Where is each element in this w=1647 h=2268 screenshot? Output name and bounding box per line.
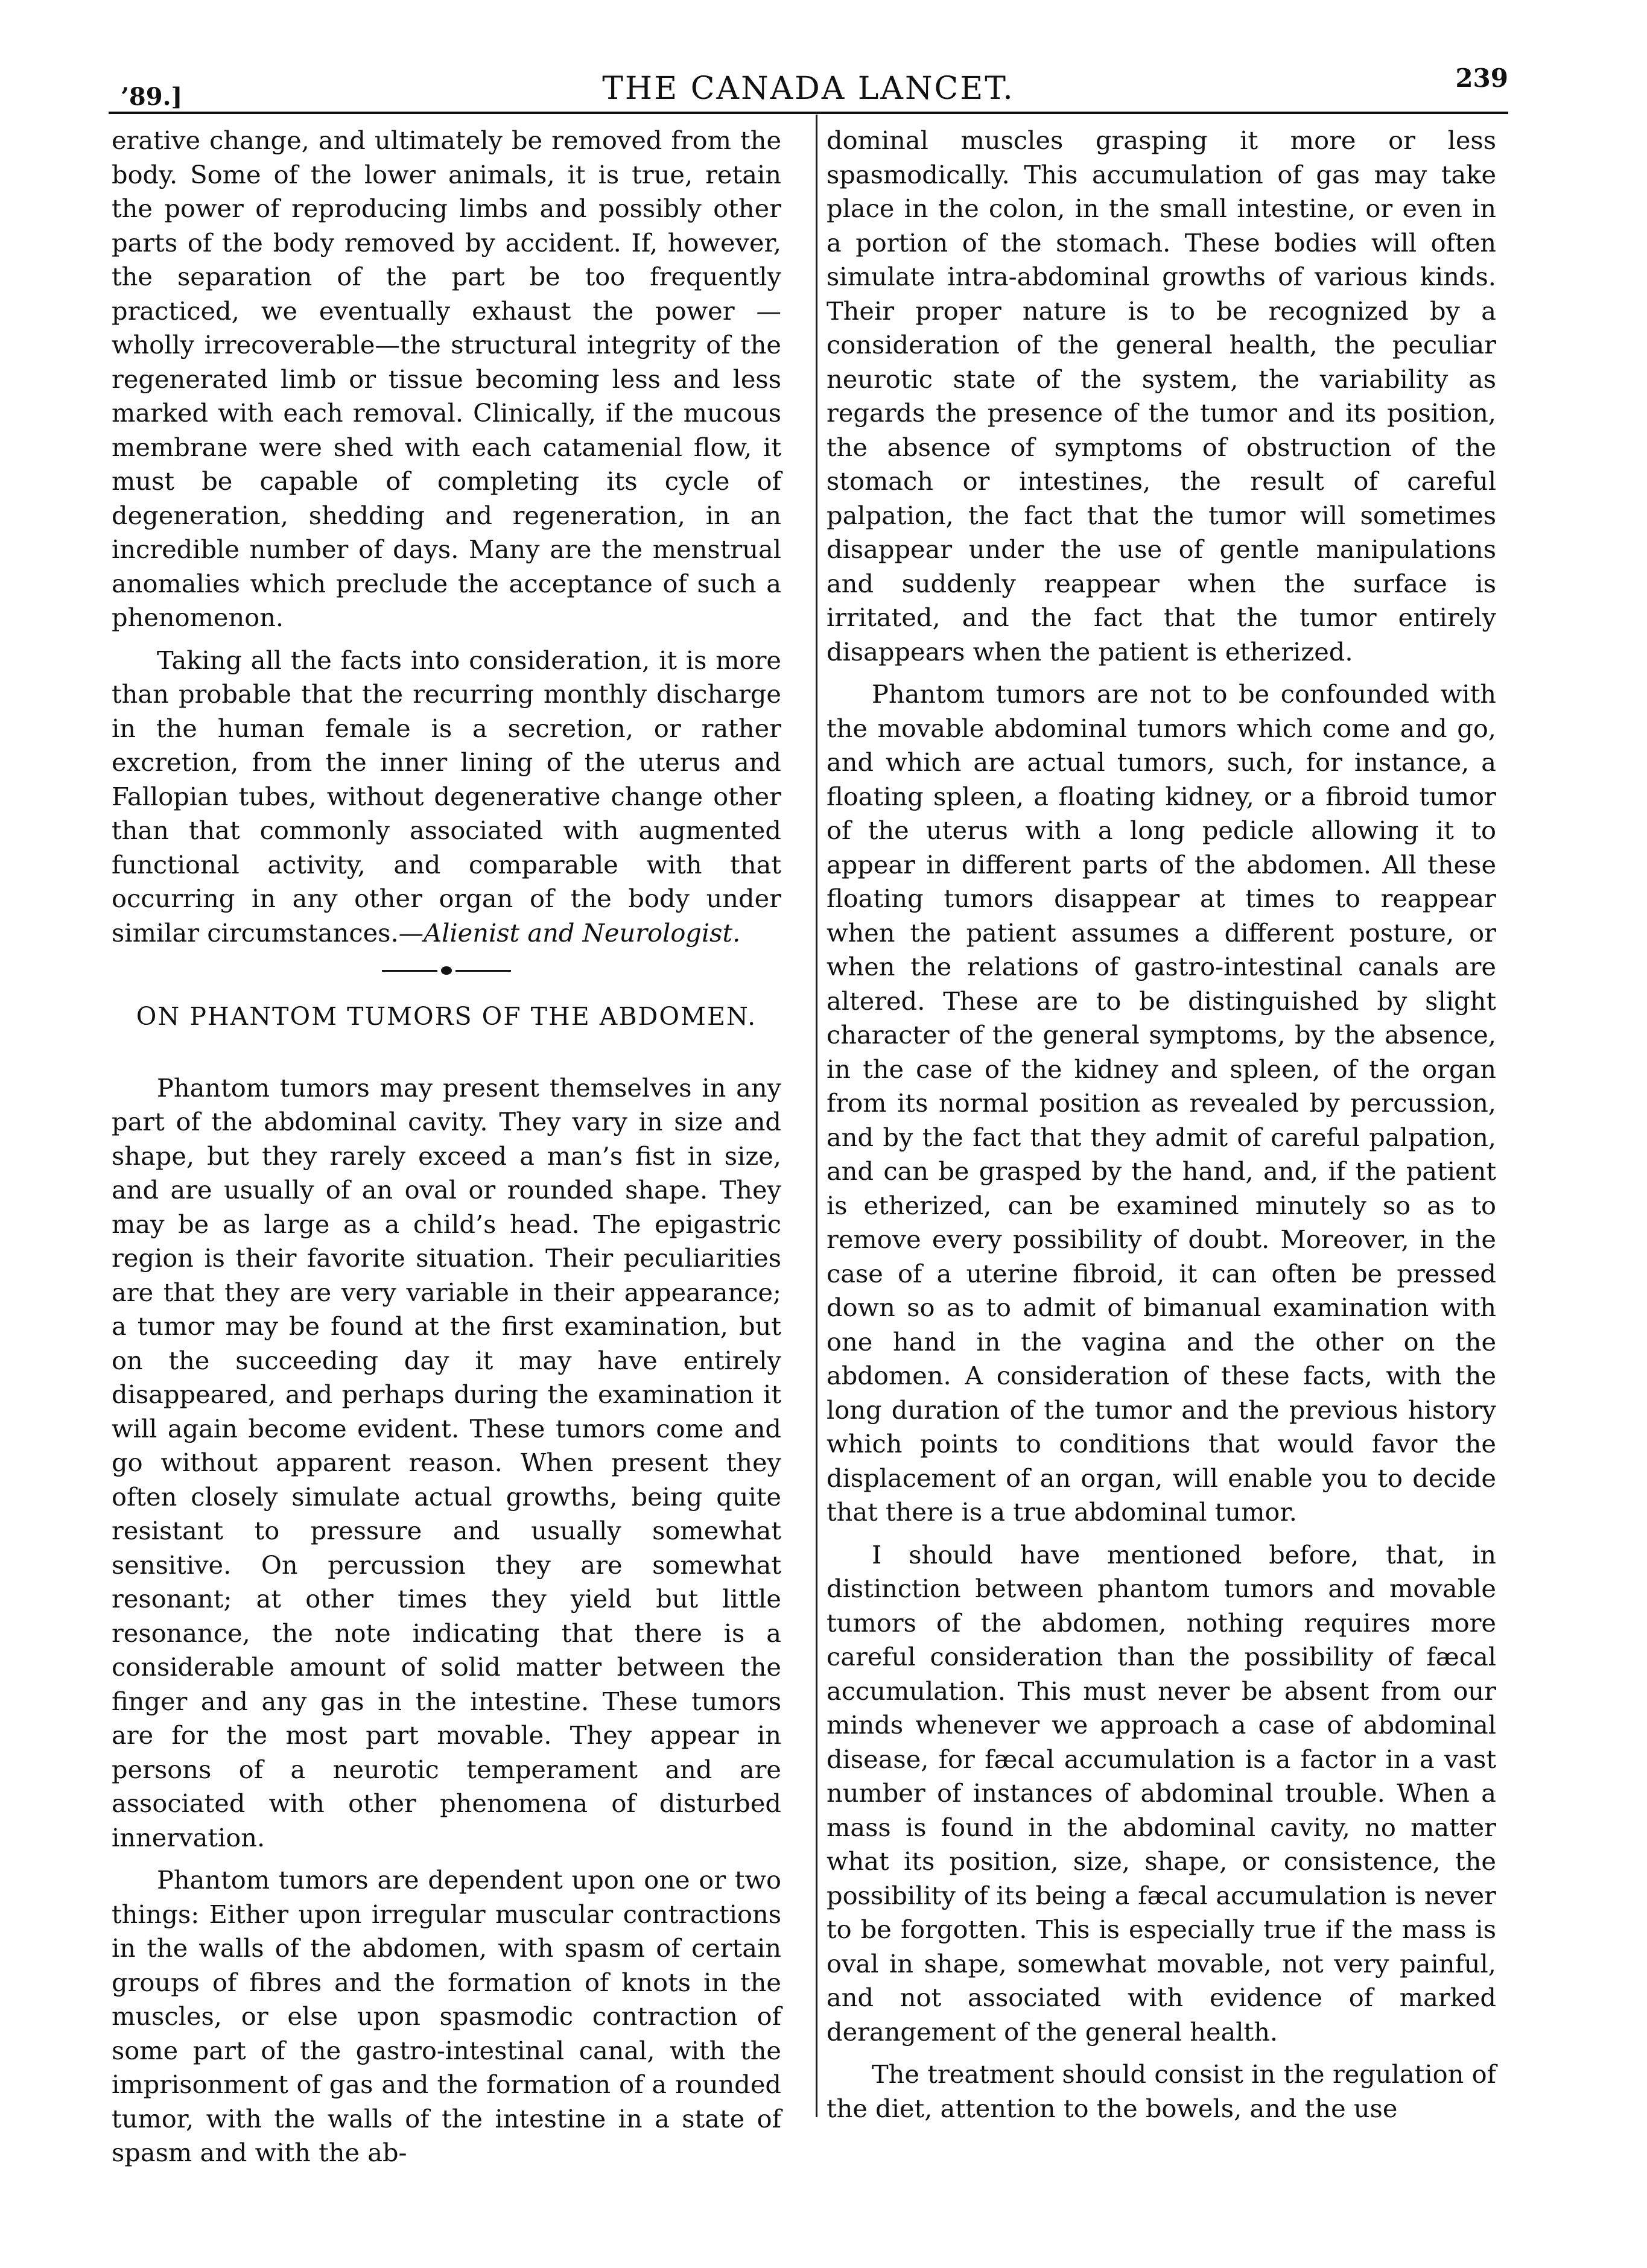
paragraph-movable-tumors: Phantom tumors are not to be confounded with the movable abdominal tumors which come and go, and which are actual tumors, such, for instance, a floating spleen, a floating kidney, or a fibroid tumor of the uterus with a long pedicle allowing it to appear in different parts of the abdomen. All these floating tumors disappear at times to reappear when the patient assumes a different posture, or when the relations of gastro-intestinal canals are altered. These are to be distinguished by slight character of the general symptoms, by the absence, in the case of the kidney and spleen, of the organ from its normal position as revealed by percussion, and by the fact that they admit of careful palpation, and can be grasped by the hand, and, if the patient is etherized, can be examined minutely so as to remove every possibility of doubt. Moreover, in the case of a uterine fibroid, it can often be pressed down so as to admit of bimanual examination with one hand in the vagina and the other on the abdomen. A consideration of these facts, with the long duration of the tumor and the previous history which points to conditions that would favor the displacement of an organ, will enable you to decide that there is a true abdominal tumor. [827,679,1496,1527]
page-header [109,57,1508,114]
page-number: 239 [1455,63,1508,93]
right-column [827,124,1496,2126]
paragraph-conclusion-text: Taking all the facts into consideration, it is more than probable that the recurring monthly discharge in the human female is a secretion, or rather excretion, from the inner lining of the uterus and Fallopian tubes, without degenerative change other than that commonly associated with augmented functional activity, and comparable with that occurring in any other organ of the body under similar circumstances.— [112,645,781,948]
article-heading: ON PHANTOM TUMORS OF THE ABDOMEN. [136,1002,757,1031]
journal-title: THE CANADA LANCET. [602,71,1015,107]
section-divider-ornament [112,954,781,987]
source-citation: Alienist and Neurologist. [424,917,741,948]
divider-dash [455,970,511,972]
paragraph-continued: erative change, and ultimately be removed from the body. Some of the lower animals, it is true, retain the power of reproducing limbs and possibly other parts of the body removed by accident. If, however, the separation of the part be too frequently practiced, we eventually exhaust the power —wholly irrecoverable—the structural integrity of the regenerated limb or tissue becoming less and less marked with each removal. Clinically, if the mucous membrane were shed with each catamenial flow, it must be capable of completing its cycle of degeneration, shedding and regeneration, in an incredible number of days. Many are the menstrual anomalies which preclude the acceptance of such a phenomenon. [112,125,781,632]
paragraph-causes: Phantom tumors are dependent upon one or two things: Either upon irregular muscular contractions in the walls of the abdomen, with spasm of certain groups of fibres and the formation of knots in the muscles, or else upon spasmodic contraction of some part of the gastro-intestinal canal, with the imprisonment of gas and the formation of a rounded tumor, with the walls of the intestine in a state of spasm and with the ab- [112,1865,781,2167]
column-divider [816,115,817,2117]
paragraph-phantom-tumors: Phantom tumors may present themselves in any part of the abdominal cavity. They vary in size and shape, but they rarely exceed a man’s fist in size, and are usually of an oval or rounded shape. They may be as large as a child’s head. The epigastric region is their favorite situation. Their peculiarities are that they are very variable in their appearance; a tumor may be found at the first examination, but on the succeeding day it may have entirely disappeared, and perhaps during the examination it will again become evident. These tumors come and go without apparent reason. When present they often closely simulate actual growths, being quite resistant to pressure and usually somewhat sensitive. On percussion they are somewhat resonant; at other times they yield but little resonance, the note indicating that there is a considerable amount of solid matter between the finger and any gas in the intestine. These tumors are for the most part movable. They appear in persons of a neurotic temperament and are associated with other phenomena of disturbed innervation. [112,1072,781,1852]
volume-marker: ’89.] [121,83,183,111]
paragraph-continued: dominal muscles grasping it more or less spasmodically. This accumulation of gas may take place in the colon, in the small intestine, or even in a portion of the stomach. These bodies will often simulate intra-abdominal growths of various kinds. Their proper nature is to be recognized by a consideration of the general health, the peculiar neurotic state of the system, the variability as regards the presence of the tumor and its position, the absence of symptoms of obstruction of the stomach or intestines, the result of careful palpation, the fact that the tumor will sometimes disappear under the use of gentle manipulations and suddenly reappear when the surface is irritated, and the fact that the tumor entirely disappears when the patient is etherized. [827,125,1496,667]
paragraph-treatment: The treatment should consist in the regulation of the diet, attention to the bowels, and the use [827,2059,1496,2123]
paragraph-faecal-accumulation: I should have mentioned before, that, in distinction between phantom tumors and movable tumors of the abdomen, nothing requires more careful consideration than the possibility of fæcal accumulation. This must never be absent from our minds whenever we approach a case of abdominal disease, for fæcal accumulation is a factor in a vast number of instances of abdominal trouble. When a mass is found in the abdominal cavity, no matter what its position, size, shape, or consistence, the possibility of its being a fæcal accumulation is never to be forgotten. This is especially true if the mass is oval in shape, somewhat movable, not very painful, and not associated with evidence of marked derangement of the general health. [827,1539,1496,2047]
divider-dash [382,970,437,972]
left-column [112,124,781,2170]
paragraph-conclusion [112,644,781,951]
divider-dot [441,966,452,975]
